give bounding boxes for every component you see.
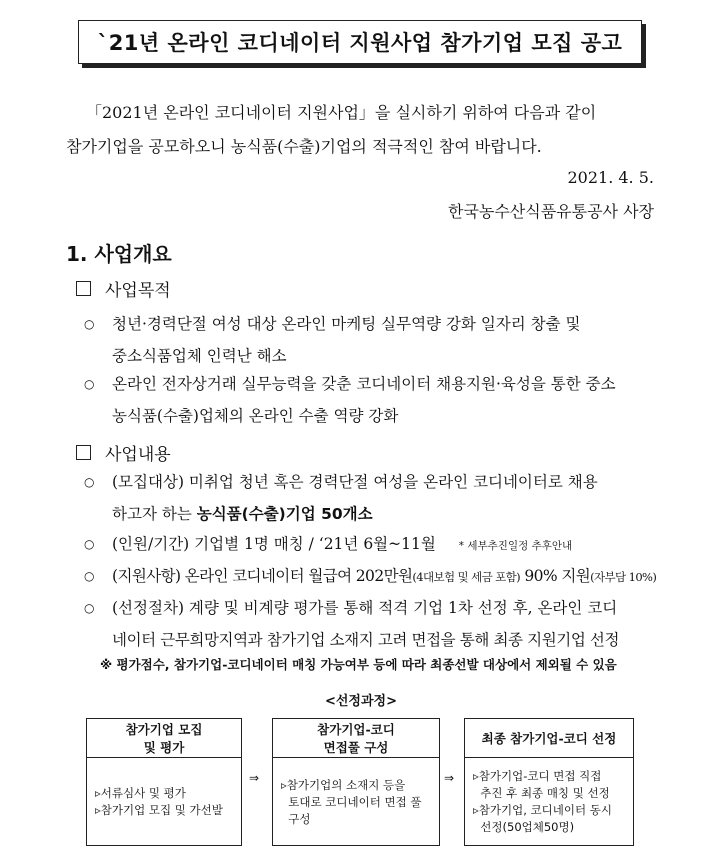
checkbox-icon (76, 281, 91, 296)
notice-date: 2021. 4. 5. (567, 168, 654, 187)
process-box-3-item-4: 선정(50업체50명) (473, 820, 575, 834)
period-text: (인원/기간) 기업별 1명 매칭 / ‘21년 6월~11월 (112, 535, 436, 553)
process-box-3-item-3: ▹참가기업, 코디네이터 동시 (473, 803, 612, 817)
circle-bullet-icon: ○ (84, 601, 95, 615)
intro-line-2: 참가기업을 공모하오니 농식품(수출)기업의 적극적인 참여 바랍니다. (66, 137, 542, 156)
process-box-3-head (465, 719, 633, 758)
content-heading-label: 사업내용 (105, 445, 171, 465)
process-box-2 (272, 718, 440, 846)
process-box-2-item-3: 구성 (281, 811, 311, 826)
process-box-1-item-2: ▹참가기업 모집 및 가선발 (95, 803, 223, 817)
purpose-item-1-line-1: 청년·경력단절 여성 대상 온라인 마케팅 실무역량 강화 일자리 창출 및 (112, 315, 581, 333)
process-box-2-body (273, 758, 439, 846)
purpose-item-2-line-2: 농식품(수출)업체의 온라인 수출 역량 강화 (112, 407, 399, 425)
purpose-heading-label: 사업목적 (105, 281, 171, 301)
process-box-1-head-1: 참가기업 모집 (125, 722, 203, 737)
intro-paragraph (66, 96, 656, 164)
support-pre: (지원사항) 온라인 코디네이터 월급여 202만원 (112, 567, 413, 585)
circle-bullet-icon: ○ (84, 537, 95, 551)
circle-bullet-icon: ○ (84, 317, 95, 331)
purpose-item-2-line-1: 온라인 전자상거래 실무능력을 갖춘 코디네이터 채용지원·육성을 통한 중소 (112, 375, 616, 393)
purpose-item (84, 368, 660, 432)
document-title: `21년 온라인 코디네이터 지원사업 참가기업 모집 공고 (97, 31, 623, 55)
signature: 한국농수산식품유통공사 사장 (447, 202, 654, 221)
arrow-right-icon: ⇒ (444, 771, 455, 785)
process-box-3 (464, 718, 634, 846)
process-box-2-item-1: ▹참가기업의 소재지 등을 (281, 777, 406, 792)
purpose-heading (76, 276, 171, 301)
content-item-selection (84, 592, 660, 656)
target-line-2-pre: 하고자 하는 (112, 505, 197, 523)
process-box-2-head-2: 면접풀 구성 (323, 740, 389, 755)
support-mid: 90% 지원 (520, 567, 591, 585)
selection-line-1: (선정절차) 계량 및 비계량 평가를 통해 적격 기업 1차 선정 후, 온라인 코디 (112, 599, 618, 617)
target-line-2-bold: 농식품(수출)기업 50개소 (196, 505, 373, 523)
circle-bullet-icon: ○ (84, 377, 95, 391)
process-box-2-head (273, 719, 439, 758)
circle-bullet-icon: ○ (84, 475, 95, 489)
period-note: * 세부추진일정 추후안내 (458, 540, 573, 552)
process-box-2-head-1: 참가기업-코디 (317, 722, 395, 737)
checkbox-icon (76, 445, 91, 460)
selection-line-2: 네이터 근무희망지역과 참가기업 소재지 고려 면접을 통해 최종 지원기업 선정 (112, 631, 620, 649)
process-box-3-item-1: ▹참가기업-코디 면접 직접 (473, 769, 602, 783)
process-label: <선정과정> (324, 694, 398, 709)
process-box-1-body (87, 758, 241, 846)
section-title: 1. 사업개요 (66, 242, 172, 266)
purpose-item (84, 308, 660, 372)
process-box-1 (86, 718, 242, 846)
arrow-right-icon: ⇒ (249, 771, 260, 785)
process-box-1-head (87, 719, 241, 758)
content-item-period (84, 528, 660, 562)
content-item-target (84, 466, 660, 530)
process-box-1-head-2: 및 평가 (143, 740, 185, 755)
support-paren: (4대보험 및 세금 포함) (412, 570, 521, 584)
content-heading (76, 440, 171, 465)
title-box (78, 20, 642, 64)
process-box-3-item-2: 추진 후 최종 매칭 및 선정 (473, 786, 610, 800)
target-line-1: (모집대상) 미취업 청년 혹은 경력단절 여성을 온라인 코디네이터로 채용 (112, 473, 598, 491)
intro-line-1: 「2021년 온라인 코디네이터 지원사업」을 실시하기 위하여 다음과 같이 (86, 103, 597, 122)
support-paren2: (자부담 10%) (590, 570, 657, 584)
purpose-item-1-line-2: 중소식품업체 인력난 해소 (112, 347, 287, 365)
process-box-3-body (465, 758, 633, 846)
circle-bullet-icon: ○ (84, 569, 95, 583)
content-item-support (84, 560, 660, 593)
process-box-1-item-1: ▹서류심사 및 평가 (95, 786, 186, 800)
process-box-3-head-1: 최종 참가기업-코디 선정 (481, 731, 617, 746)
process-box-2-item-2: 토대로 코디네이터 면접 풀 (281, 794, 422, 809)
warning-note: ※ 평가점수, 참가기업-코디네이터 매칭 가능여부 등에 따라 최종선발 대상에서 제외될 수 있음 (100, 657, 617, 672)
